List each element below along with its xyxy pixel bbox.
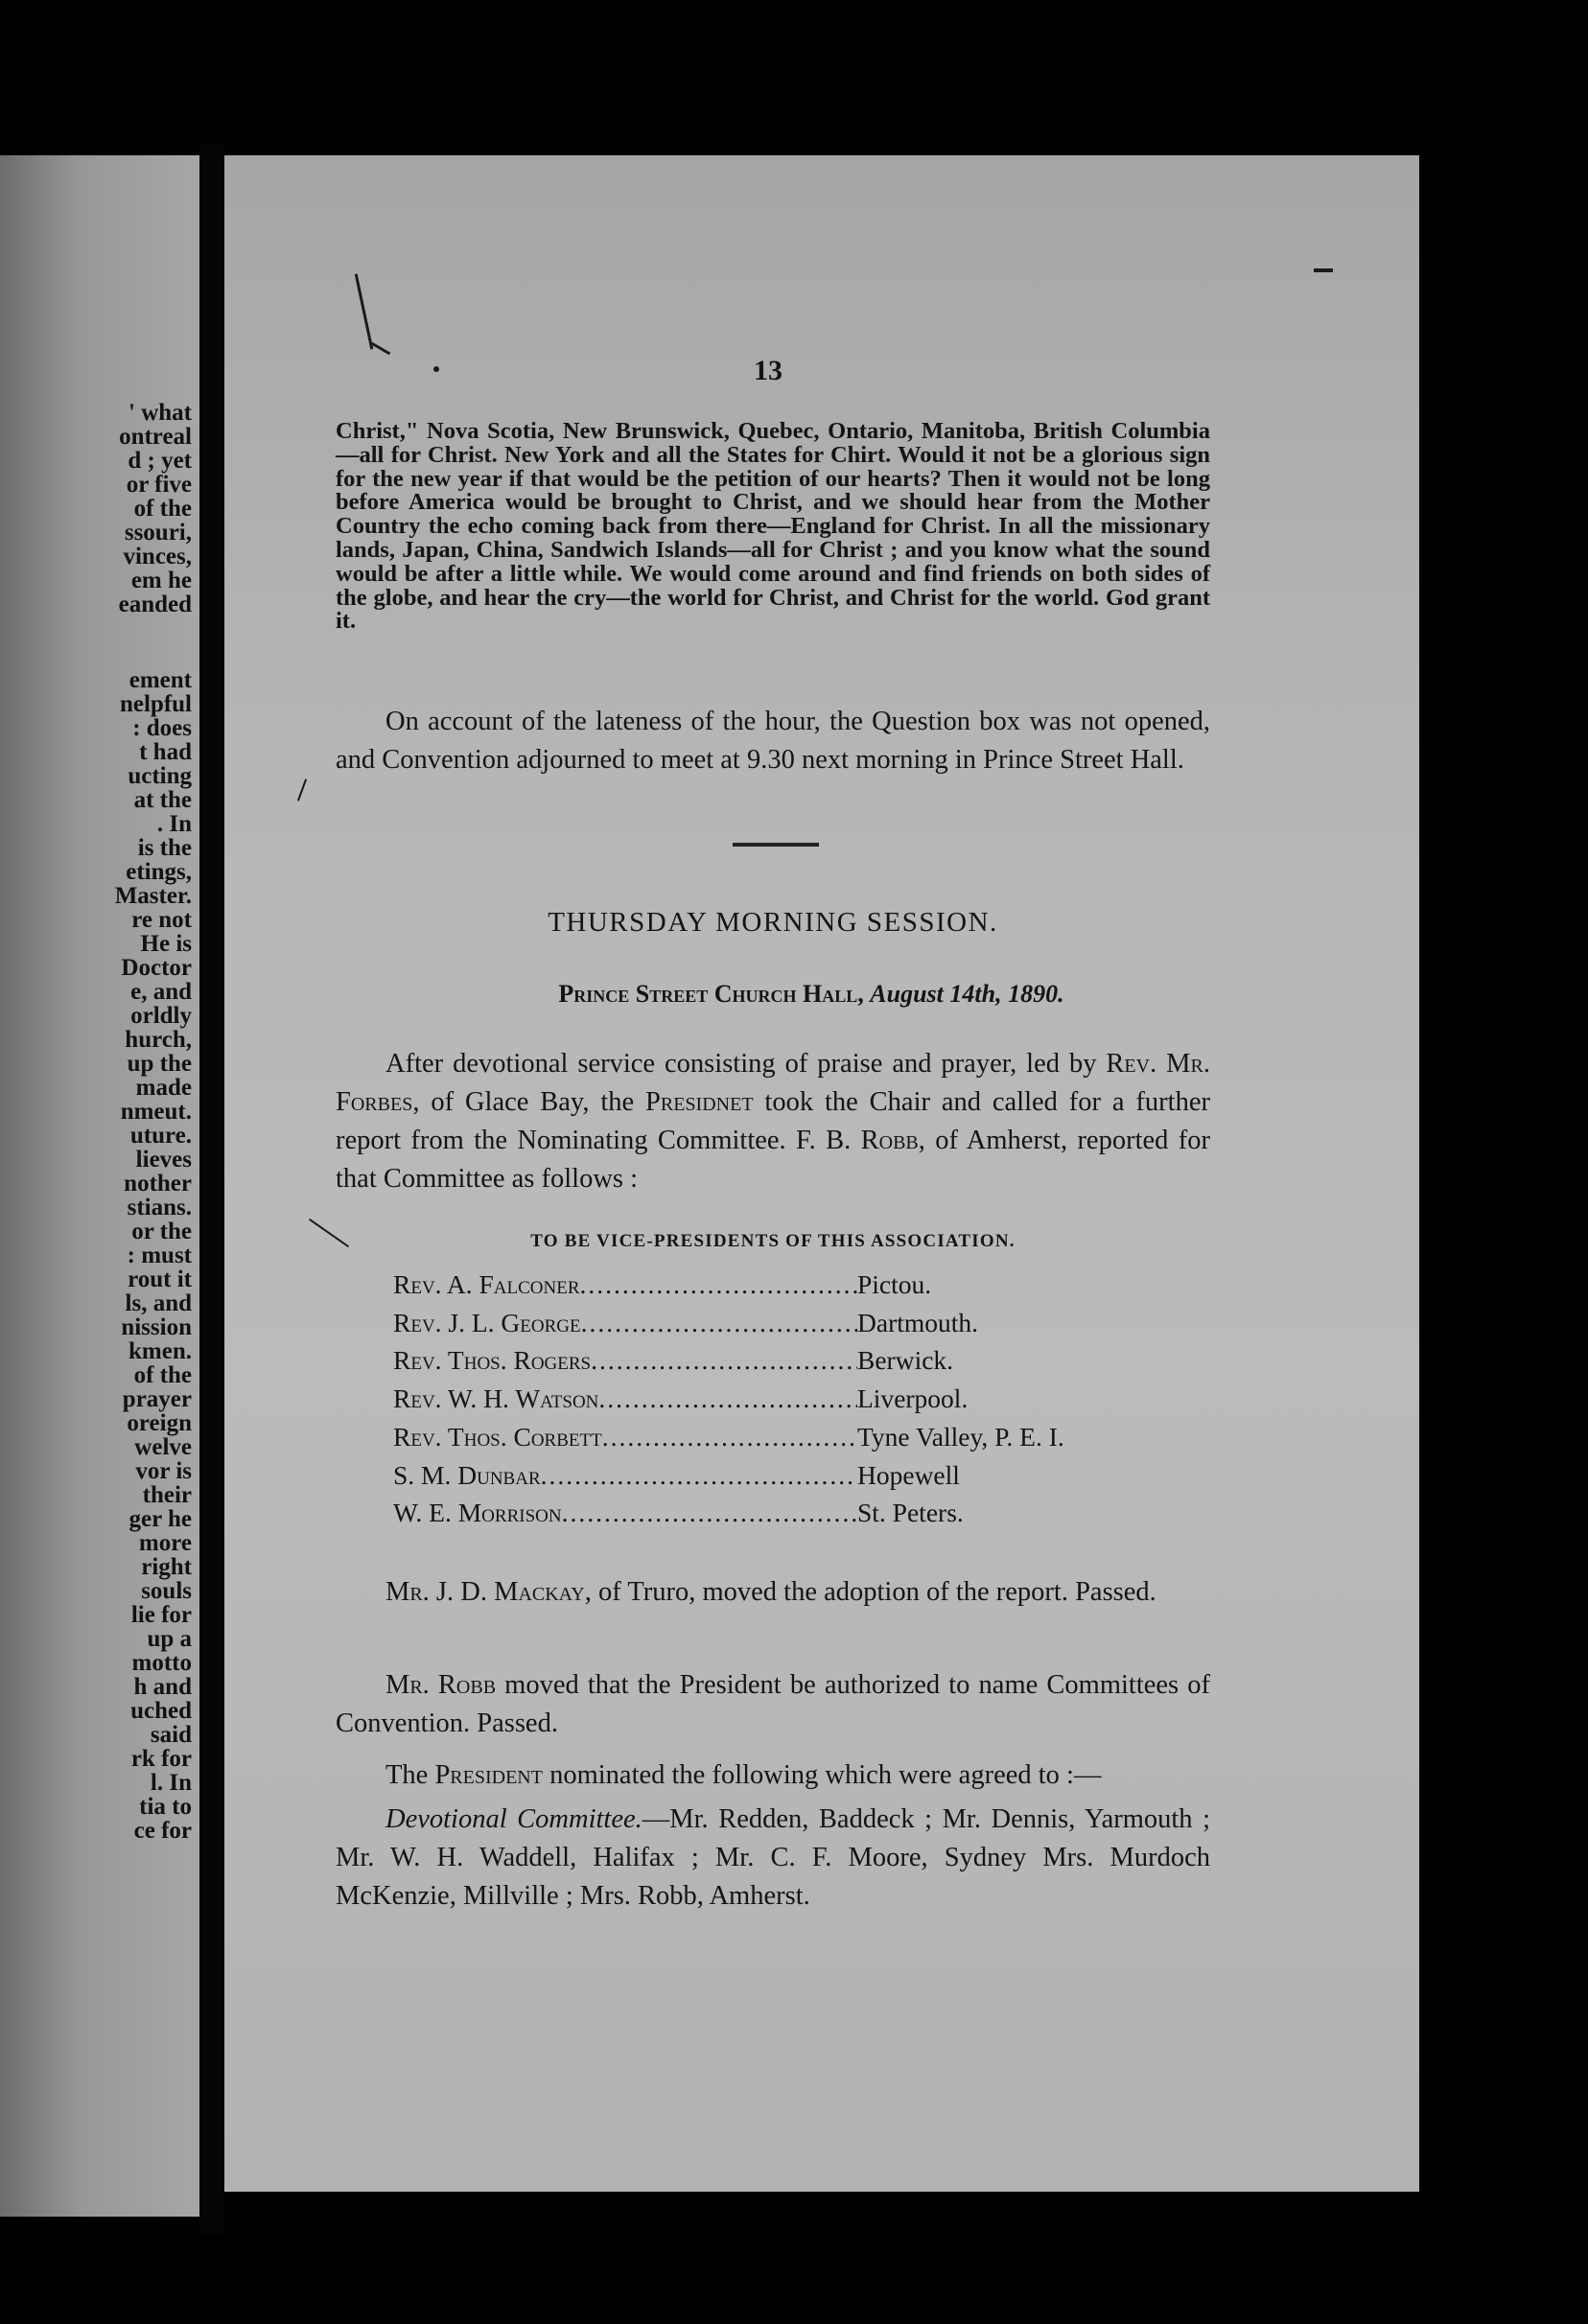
robb-mover-name: Mr. Robb [385,1670,497,1700]
left-page-line: vor is [135,1458,192,1484]
robb-paragraph [336,1666,1210,1743]
left-page-line: eanded [118,592,192,617]
left-page-line: He is [140,931,192,957]
left-page-line: prayer [122,1386,192,1412]
left-page-line: e, and [130,979,192,1005]
left-page-line: lieves [135,1147,192,1173]
vice-president-place: Hopewell [857,1459,960,1490]
left-page-line: d ; yet [128,448,192,474]
left-page-line: lie for [130,1602,192,1628]
committee-paragraph [336,1801,1210,1916]
left-page-line: welve [134,1434,192,1460]
lateness-paragraph: On account of the lateness of the hour, the Question box was not opened, and Convention adjourned to meet at 9.30 next morning in Prince Street Hall. [336,707,1210,775]
vice-president-name: Rev. Thos. Corbett ..... [393,1418,857,1456]
vice-president-name: Rev. Thos. Rogers ..... [393,1341,857,1380]
vice-president-row [393,1418,1122,1456]
continued-paragraph: Christ," Nova Scotia, New Brunswick, Quebec, Ontario, Manitoba, British Columbia—all for Christ. New York and all the States for Chirt. Would it not be a glorious sign for the new year if that would be the petition of our hearts? Then it would not be long before America would be brought to Christ, and we should hear from the Mother Country the echo coming back from there—England for Christ. In all the missionary lands, Japan, China, Sandwich Islands—all for Christ ; and you know what the sound would be after a little while. We would come around and find friends on both sides of the globe, and hear the cry—the world for Christ, and Christ for the world. God grant it. [336,418,1210,635]
vice-president-place: Berwick. [857,1345,954,1376]
left-page-line: uture. [129,1123,192,1149]
left-page-line: or the [131,1219,192,1244]
left-page-line: rk for [130,1746,192,1772]
left-page-line: : must [127,1243,192,1268]
dot-mark [433,366,439,372]
committee-text: —Mr. Redden, Baddeck ; Mr. Dennis, Yarmouth ; Mr. W. H. Waddell, Halifax ; Mr. C. F. Moore, Sydney Mrs. Murdoch McKenzie, Millville ; Mrs. Robb, Amherst. [336,1804,1210,1911]
left-page-line: hurch, [125,1027,192,1053]
left-page-line: of the [133,1362,192,1388]
vice-president-name: S. M. Dunbar ..... [393,1456,857,1495]
president-word: President [434,1760,543,1790]
president-paragraph [336,1756,1210,1795]
left-page-line: ssouri, [124,520,192,546]
vice-president-name: Rev. W. H. Watson ..... [393,1380,857,1418]
vice-president-place: Dartmouth. [857,1307,979,1337]
committee-heading: Devotional Committee. [385,1804,642,1834]
vice-presidents-list [393,1266,1122,1532]
left-page-line: right [141,1554,192,1580]
vice-president-place: Tyne Valley, P. E. I. [857,1421,1064,1452]
left-page-line: Master. [114,883,192,909]
left-page-line: said [150,1722,192,1748]
vice-president-name: Rev. A. Falconer ..... [393,1266,857,1304]
left-page-line: ' what [128,400,192,426]
vice-president-row [393,1494,1122,1532]
left-page-line: up a [147,1626,192,1652]
presidnet: Presidnet [645,1087,754,1117]
vice-president-place: St. Peters. [857,1498,964,1528]
left-page-line: Doctor [121,955,192,981]
left-page-line: re not [131,907,192,933]
session-location [336,982,1210,1007]
left-page-line: etings, [126,859,192,885]
left-page-line: nission [121,1314,192,1340]
corner-mark [1314,268,1333,272]
left-page-line: rout it [128,1267,192,1292]
mackay-text: of Truro, moved the adoption of the report. Passed. [591,1577,1156,1607]
vice-president-row [393,1266,1122,1304]
vice-president-name: W. E. Morrison ..... [393,1494,857,1532]
robb-text: moved that the President be authorized to name Committees of Convention. Passed. [336,1670,1210,1738]
left-page-line: up the [127,1051,192,1077]
devotional-text-1: After devotional service consisting of praise and prayer, led by [385,1049,1107,1079]
left-page-line: kmen. [128,1338,192,1364]
left-page-line: ement [128,667,192,693]
left-page-line: their [142,1482,192,1508]
vice-president-row [393,1341,1122,1380]
left-page-line: at the [133,787,192,813]
vice-president-row [393,1456,1122,1495]
vice-president-name: Rev. J. L. George ..... [393,1304,857,1342]
left-page-line: vinces, [123,544,192,569]
left-page-line: uched [130,1698,192,1724]
left-page-line: em he [130,568,192,593]
devotional-text-3: took the Chair and called for a further report from the Nominating Committee. F. B. [336,1087,1210,1155]
left-page-line: is the [137,835,192,861]
page-number: 13 [754,355,782,386]
left-page-line: ontreal [119,424,192,450]
left-page-line: . In [156,811,192,837]
robb-name: Robb, [860,1126,925,1155]
left-page-line: ger he [128,1506,192,1532]
session-location-name: Prince Street Church Hall, [558,980,864,1008]
left-page-line: of the [133,496,192,522]
left-page-line: more [138,1530,192,1556]
left-page-line: nmeut. [120,1099,192,1125]
mackay-paragraph [336,1573,1210,1612]
left-page-line: souls [141,1578,192,1604]
left-page-line: motto [131,1650,192,1676]
devotional-text-4: of Amherst, reported for that Committee as follows : [336,1126,1210,1194]
previous-page-fragment [0,155,199,2217]
left-page-line: ce for [133,1818,192,1844]
left-page-line: orldly [130,1003,192,1029]
left-page-line: l. In [150,1770,192,1796]
vice-president-row [393,1304,1122,1342]
page-gutter [199,144,224,2234]
left-page-line: oreign [127,1410,192,1436]
president-text-2: nominated the following which were agreed to :— [542,1760,1102,1790]
page-edge-shadow [1419,192,1458,2186]
left-page-line: or five [126,472,192,498]
left-page-line: tia to [139,1794,192,1820]
left-page-line: stians. [127,1195,192,1220]
left-page-line: made [135,1075,192,1101]
vice-president-place: Pictou. [857,1269,932,1299]
left-page-line: ls, and [125,1290,192,1316]
section-divider [733,843,819,847]
left-page-line: ucting [128,763,192,789]
left-page-line: h and [133,1674,192,1700]
vice-president-row [393,1380,1122,1418]
left-page-line: t had [139,739,192,765]
devotional-text-2: of Glace Bay, the [419,1087,646,1117]
vice-presidents-heading: TO BE VICE-PRESIDENTS OF THIS ASSOCIATION. [530,1231,1016,1251]
session-heading: THURSDAY MORNING SESSION. [548,907,998,938]
president-text-1: The [385,1760,435,1790]
left-page-line: : does [132,715,192,741]
rev-forbes: Rev. Mr. Forbes, [336,1049,1210,1117]
devotional-paragraph [336,1045,1210,1198]
left-page-line: nelpful [119,691,192,717]
mackay-name: Mr. J. D. Mackay, [385,1577,592,1607]
vice-president-place: Liverpool. [857,1383,969,1414]
session-date: August 14th, 1890. [870,980,1064,1008]
left-page-line: nother [124,1171,192,1197]
